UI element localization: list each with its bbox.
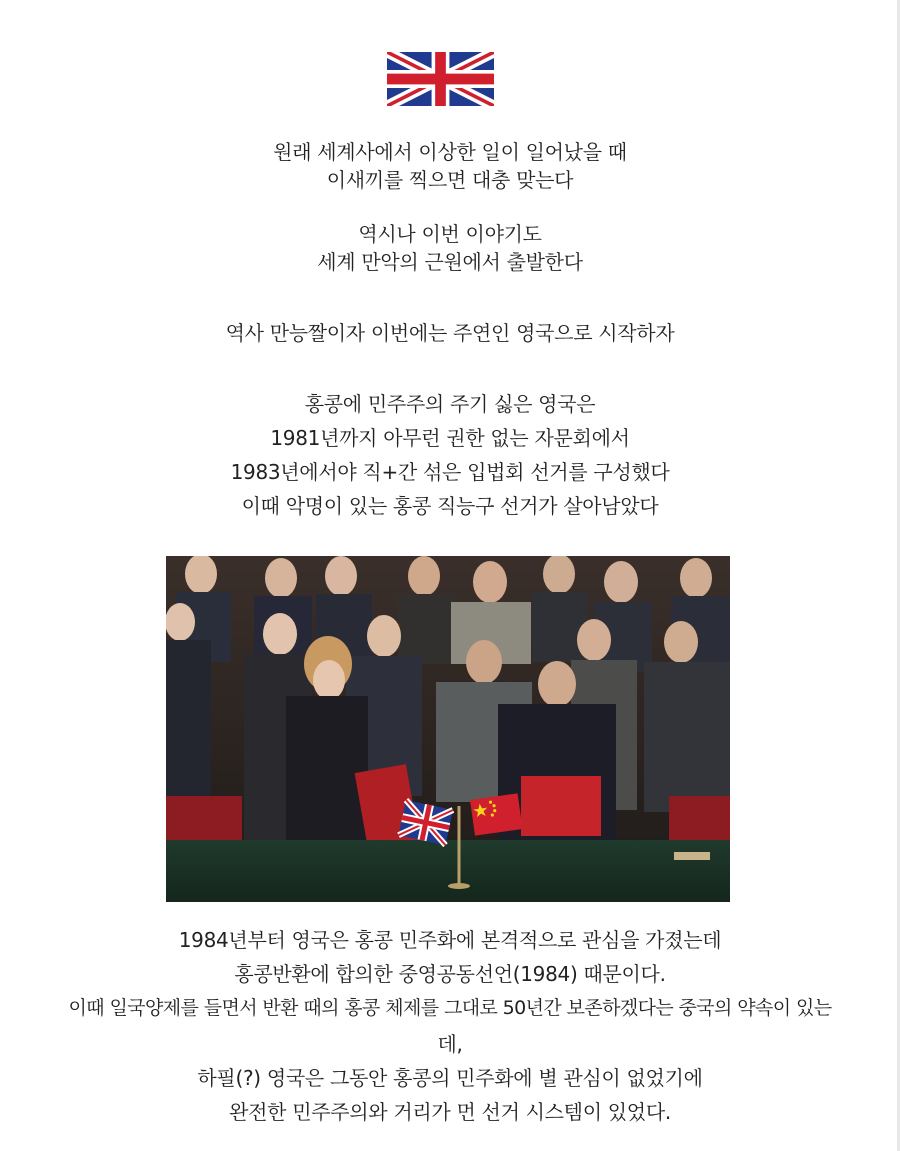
union-jack-flag-icon bbox=[387, 52, 494, 106]
body-line-4: 이때 악명이 있는 홍콩 직능구 선거가 살아남았다 bbox=[241, 494, 659, 518]
footer-line-1: 1984년부터 영국은 홍콩 민주화에 본격적으로 관심을 가졌는데 bbox=[178, 928, 722, 952]
body-line-2: 1981년까지 아무런 권한 없는 자문회에서 bbox=[270, 426, 630, 450]
footer-line-4: 데, bbox=[437, 1032, 463, 1056]
body-line-3: 1983년에서야 직+간 섞은 입법회 선거를 구성했다 bbox=[230, 460, 670, 484]
footer-line-6: 완전한 민주주의와 거리가 먼 선거 시스템이 있었다. bbox=[229, 1100, 671, 1124]
footer-line-3: 이때 일국양제를 들면서 반환 때의 홍콩 체제를 그대로 50년간 보존하겠다는 중국의 약속이 있는 bbox=[68, 997, 832, 1019]
footer-line-2: 홍콩반환에 합의한 중영공동선언(1984) 때문이다. bbox=[234, 962, 666, 986]
intro-line-1: 원래 세계사에서 이상한 일이 일어났을 때 bbox=[273, 140, 627, 164]
intro-line-5: 역사 만능짤이자 이번에는 주연인 영국으로 시작하자 bbox=[225, 321, 675, 345]
body-line-1: 홍콩에 민주주의 주기 싫은 영국은 bbox=[304, 392, 596, 416]
intro-line-4: 세계 만악의 근원에서 출발한다 bbox=[317, 250, 583, 274]
intro-line-2: 이새끼를 찍으면 대충 맞는다 bbox=[326, 168, 574, 192]
intro-line-3: 역시나 이번 이야기도 bbox=[358, 222, 542, 246]
footer-line-5: 하필(?) 영국은 그동안 홍콩의 민주화에 별 관심이 없었기에 bbox=[197, 1066, 703, 1090]
china-flag-icon bbox=[470, 793, 523, 835]
signing-ceremony-photo bbox=[166, 556, 730, 902]
